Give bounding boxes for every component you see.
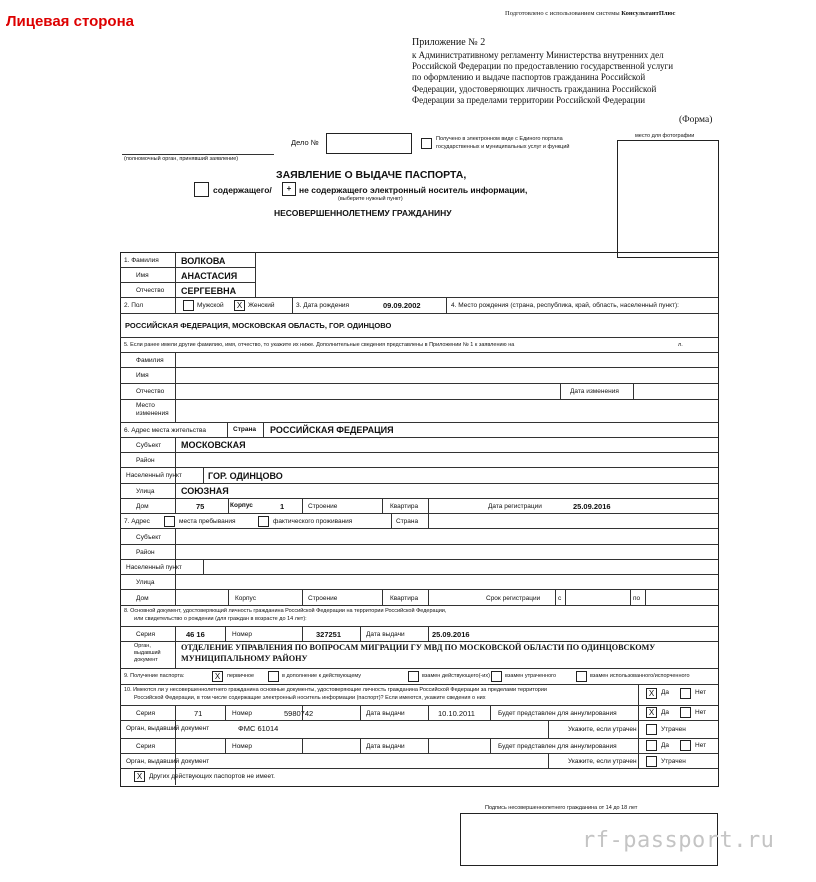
term-label: Срок регистрации	[486, 595, 541, 602]
stay-address-label: 7. Адрес	[124, 518, 150, 525]
residence-locality-label: Населенный пункт	[126, 472, 182, 479]
house-value: 75	[196, 502, 205, 511]
stay-subject-label: Субъект	[136, 534, 162, 541]
passport2-lost-label: Укажите, если утрачен	[568, 758, 637, 765]
passport2-org-label: Орган, выдавший документ	[126, 758, 210, 765]
stay-district-label: Район	[136, 549, 155, 556]
addition-checkbox[interactable]	[268, 671, 279, 682]
birth-date-label: 3. Дата рождения	[296, 302, 350, 309]
authority-line	[122, 154, 274, 155]
passport1-cancel-yes-label: Да	[661, 709, 670, 716]
not-containing-checkbox[interactable]: +	[282, 182, 296, 196]
used-label: взамен использованного/испорченного	[590, 673, 690, 679]
doc-series-value: 46 16	[186, 630, 205, 639]
form-title: ЗАЯВЛЕНИЕ О ВЫДАЧЕ ПАСПОРТА,	[276, 169, 467, 181]
passport1-org-value: ФМС 61014	[238, 724, 279, 733]
residence-label: 6. Адрес места жительства	[124, 427, 206, 434]
source-note: Подготовлено с использованием системы КонсультантПлюс	[505, 10, 676, 17]
stay-country-label: Страна	[396, 518, 419, 525]
prev-names-label: 5. Если ранее имели другие фамилию, имя, отчество, то укажите их ниже. Дополнительные сведения представлены в Приложении № 1 к заявлению на	[124, 342, 515, 348]
case-number-field[interactable]	[326, 133, 412, 154]
side-label: Лицевая сторона	[6, 13, 134, 30]
residence-country-label: Страна	[233, 426, 257, 433]
change-date-label: Дата изменения	[570, 388, 619, 395]
passport1-cancel-no-label: Нет	[695, 709, 707, 716]
birth-place-value: РОССИЙСКАЯ ФЕДЕРАЦИЯ, МОСКОВСКАЯ ОБЛАСТЬ, ГОР. ОДИНЦОВО	[125, 321, 392, 330]
case-label: Дело №	[291, 138, 319, 147]
authority-caption: (полномочный орган, принявший заявление)	[124, 156, 239, 162]
passport1-cancel-no-checkbox[interactable]	[680, 707, 691, 718]
reg-date-value: 25.09.2016	[573, 502, 611, 511]
passport1-series-value: 71	[194, 709, 203, 718]
primary-checkbox[interactable]: X	[212, 671, 223, 682]
flat-label: Квартира	[390, 503, 419, 510]
containing-label: содержащего/	[213, 185, 272, 195]
building-value: 1	[280, 502, 285, 511]
doc-org-label-2: выдавший	[134, 650, 161, 656]
passport1-lost-text: Утрачен	[661, 726, 686, 733]
passport1-issue-value: 10.10.2011	[438, 709, 475, 718]
male-checkbox[interactable]	[183, 300, 194, 311]
actual-checkbox[interactable]	[258, 516, 269, 527]
passport1-cancel-label: Будет представлен для аннулирования	[498, 710, 617, 717]
residence-street-value: СОЮЗНАЯ	[181, 486, 229, 496]
patronymic-label: Отчество	[136, 287, 165, 294]
doc-label-2: или свидетельство о рождении (для граждан в возрасте до 14 лет):	[134, 616, 307, 622]
name-value: АНАСТАСИЯ	[181, 271, 238, 281]
stay-locality-label: Населенный пункт	[126, 564, 182, 571]
passport2-cancel-label: Будет представлен для аннулирования	[498, 743, 617, 750]
stay-label: места пребывания	[179, 518, 236, 525]
doc-label-1: 8. Основной документ, удостоверяющий личность гражданина Российской Федерации на территории Российской Федерации,	[124, 608, 447, 614]
lost-checkbox[interactable]	[491, 671, 502, 682]
issue-type-label: 9. Получение паспорта:	[124, 673, 185, 679]
passport2-cancel-yes-label: Да	[661, 742, 670, 749]
structure-label: Строение	[308, 503, 338, 510]
term-from-label: с	[558, 595, 562, 602]
no-label: Нет	[695, 689, 707, 696]
change-place-label-1: Место	[136, 402, 155, 409]
birth-date-value: 09.09.2002	[383, 301, 421, 310]
passport2-cancel-yes-checkbox[interactable]	[646, 740, 657, 751]
addition-label: в дополнение к действующему	[282, 673, 361, 679]
stay-structure-label: Строение	[308, 595, 338, 602]
foreign-passports-label-2: Российской Федерации, в том числе содержащие электронный носитель информации (паспорт)? Если имеются, укажите сведения о них	[134, 695, 486, 701]
no-other-passports-checkbox[interactable]: X	[134, 771, 145, 782]
surname-value: ВОЛКОВА	[181, 256, 226, 266]
passport2-cancel-no-label: Нет	[695, 742, 707, 749]
female-checkbox[interactable]: X	[234, 300, 245, 311]
not-containing-label: не содержащего электронный носитель информации,	[299, 185, 528, 195]
prev-patronymic-label: Отчество	[136, 388, 165, 395]
stay-house-label: Дом	[136, 595, 149, 602]
appendix-text: к Административному регламенту Министерства внутренних дел Российской Федерации по предоставлению государственной услуги по оформлению и выдаче паспортов гражданина Российской Федерации, удостоверяющих личность гражданина Российской Федерации за пределами территории Российской Федерации	[412, 50, 674, 105]
form-label: (Форма)	[679, 115, 713, 125]
reg-date-label: Дата регистрации	[488, 503, 542, 510]
patronymic-value: СЕРГЕЕВНА	[181, 286, 237, 296]
primary-label: первичное	[227, 673, 255, 679]
birth-place-label: 4. Место рождения (страна, республика, край, область, населенный пункт):	[451, 302, 679, 309]
replace-checkbox[interactable]	[408, 671, 419, 682]
sex-label: 2. Пол	[124, 302, 144, 309]
building-label: Корпус	[230, 502, 253, 509]
replace-label: взамен действующего(-их)	[422, 673, 490, 679]
stay-building-label: Корпус	[235, 595, 256, 602]
doc-issue-value: 25.09.2016	[432, 630, 470, 639]
choose-hint: (выберите нужный пункт)	[338, 196, 403, 202]
change-place-label-2: изменения	[136, 410, 169, 417]
lost-label: взамен утраченного	[505, 673, 557, 679]
house-label: Дом	[136, 503, 149, 510]
surname-label: 1. Фамилия	[124, 257, 159, 264]
passport1-cancel-yes-checkbox[interactable]: X	[646, 707, 657, 718]
portal-checkbox[interactable]	[421, 138, 432, 149]
residence-subject-label: Субъект	[136, 442, 162, 449]
passport1-number-value: 5980742	[284, 709, 314, 718]
stay-checkbox[interactable]	[164, 516, 175, 527]
residence-street-label: Улица	[136, 488, 155, 495]
doc-number-value: 327251	[316, 630, 342, 639]
passport1-series-label: Серия	[136, 710, 156, 717]
term-to-label: по	[633, 595, 641, 602]
passport1-number-label: Номер	[232, 710, 253, 717]
passport2-series-label: Серия	[136, 743, 156, 750]
actual-label: фактического проживания	[273, 518, 353, 525]
sheets-label: л.	[678, 342, 683, 348]
no-checkbox[interactable]	[680, 688, 691, 699]
passport2-issue-label: Дата выдачи	[366, 743, 405, 750]
passport1-lost-checkbox[interactable]	[646, 724, 657, 735]
signature-caption: Подпись несовершеннолетнего гражданина от 14 до 18 лет	[485, 805, 638, 811]
passport2-cancel-no-checkbox[interactable]	[680, 740, 691, 751]
name-label: Имя	[136, 272, 149, 279]
yes-checkbox[interactable]: X	[646, 688, 657, 699]
residence-country-value: РОССИЙСКАЯ ФЕДЕРАЦИЯ	[270, 425, 394, 435]
residence-locality-value: ГОР. ОДИНЦОВО	[208, 471, 283, 481]
stay-flat-label: Квартира	[390, 595, 419, 602]
male-label: Мужской	[197, 302, 224, 309]
doc-org-label-1: Орган,	[134, 643, 151, 649]
passport2-number-label: Номер	[232, 743, 253, 750]
doc-org-line-2: МУНИЦИПАЛЬНОМУ РАЙОНУ	[181, 654, 308, 663]
stay-street-label: Улица	[136, 579, 155, 586]
no-other-passports-text: Других действующих паспортов не имеет.	[149, 773, 275, 780]
appendix-number: Приложение № 2	[412, 37, 486, 48]
photo-box	[617, 140, 719, 258]
minor-label: НЕСОВЕРШЕННОЛЕТНЕМУ ГРАЖДАНИНУ	[274, 208, 452, 218]
female-label: Женский	[248, 302, 275, 309]
passport1-org-label: Орган, выдавший документ	[126, 725, 210, 732]
prev-surname-label: Фамилия	[136, 357, 164, 364]
residence-district-label: Район	[136, 457, 155, 464]
used-checkbox[interactable]	[576, 671, 587, 682]
residence-subject-value: МОСКОВСКАЯ	[181, 440, 246, 450]
yes-label: Да	[661, 689, 670, 696]
doc-org-line-1: ОТДЕЛЕНИЕ УПРАВЛЕНИЯ ПО ВОПРОСАМ МИГРАЦИИ ГУ МВД ПО МОСКОВСКОЙ ОБЛАСТИ ПО ОДИНЦОВСКОМУ	[181, 643, 656, 652]
passport1-issue-label: Дата выдачи	[366, 710, 405, 717]
passport1-lost-label: Укажите, если утрачен	[568, 726, 637, 733]
passport2-lost-text: Утрачен	[661, 758, 686, 765]
photo-caption: место для фотографии	[635, 133, 695, 139]
prev-name-label: Имя	[136, 372, 149, 379]
doc-series-label: Серия	[136, 631, 156, 638]
passport2-lost-checkbox[interactable]	[646, 756, 657, 767]
containing-checkbox[interactable]	[194, 182, 209, 197]
foreign-passports-label-1: 10. Имеются ли у несовершеннолетнего гражданина основные документы, удостоверяющие личность гражданина Российской Федерации за пределами территории	[124, 687, 548, 693]
portal-note-2: государственных и муниципальных услуг и функций	[436, 144, 570, 150]
doc-number-label: Номер	[232, 631, 253, 638]
watermark: rf-passport.ru	[582, 828, 775, 853]
portal-note-1: Получено в электронном виде с Единого портала	[436, 136, 563, 142]
doc-org-label-3: документ	[134, 657, 158, 663]
doc-issue-label: Дата выдачи	[366, 631, 405, 638]
